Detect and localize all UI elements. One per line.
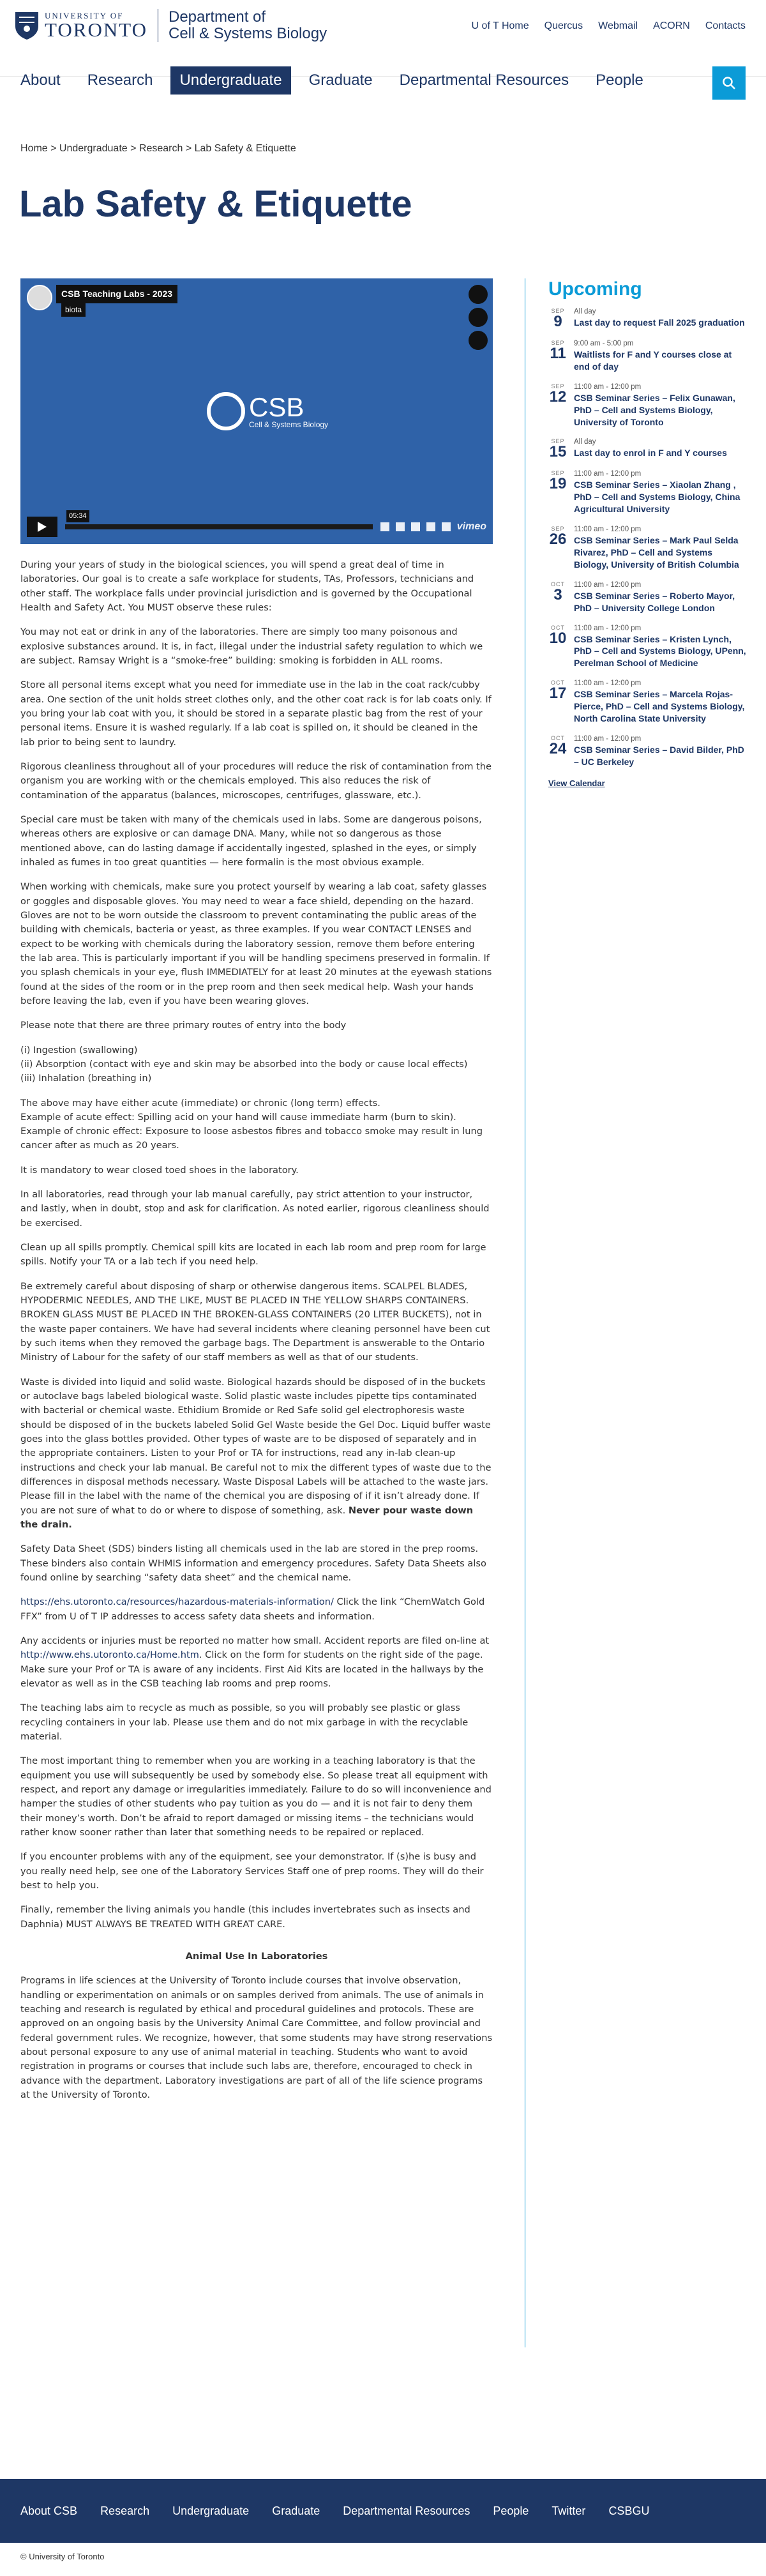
event-month: SEP bbox=[551, 340, 565, 346]
paragraph-ehs-link bbox=[20, 1595, 493, 1624]
event-day: 3 bbox=[553, 586, 562, 603]
video-author[interactable]: biota bbox=[61, 303, 86, 317]
nav-item-graduate[interactable]: Graduate bbox=[308, 72, 373, 89]
list-item: The above may have either acute (immediate) or chronic (long term) effects. bbox=[20, 1097, 380, 1109]
video-player[interactable] bbox=[20, 278, 493, 544]
list-item: (ii) Absorption (contact with eye and skin may be absorbed into the body or cause local effects) bbox=[20, 1058, 468, 1070]
waste-warning: Never pour waste down the drain bbox=[20, 1504, 474, 1531]
event-item[interactable] bbox=[548, 438, 748, 460]
department-name[interactable] bbox=[169, 9, 327, 43]
view-calendar-link[interactable]: View Calendar bbox=[548, 778, 605, 788]
accident-report-link[interactable]: http://www.ehs.utoronto.ca/Home.htm bbox=[20, 1649, 199, 1661]
breadcrumb[interactable]: Home > Undergraduate > Research > Lab Safety & Etiquette bbox=[20, 143, 296, 154]
main-content bbox=[20, 278, 493, 2112]
watch-later-icon[interactable] bbox=[469, 308, 488, 327]
event-item[interactable] bbox=[548, 625, 748, 670]
list-item: (iii) Inhalation (breathing in) bbox=[20, 1073, 152, 1084]
paragraph-intro: During your years of study in the biological sciences, you will spend a great deal of time in laboratories. Our goal is to create a safe workplace for students, TAs, Professors, technicians and other staff. The workplace falls under provincial jurisdiction and is governed by the Occupational Health and Safety Act. You MUST observe these rules: bbox=[20, 559, 474, 613]
vimeo-logo[interactable]: vimeo bbox=[456, 520, 486, 532]
footer-link-undergraduate[interactable]: Undergraduate bbox=[172, 2504, 250, 2517]
event-time: 11:00 am - 12:00 pm bbox=[574, 580, 642, 589]
university-name: TORONTO bbox=[45, 19, 147, 42]
routes-list bbox=[20, 1043, 493, 1086]
event-time: 11:00 am - 12:00 pm bbox=[574, 383, 642, 391]
site-header bbox=[0, 0, 766, 77]
paragraph-lab-manual: In all laboratories, read through your lab manual carefully, pay strict attention to your instructor, and lastly, when in doubt, stop and ask for clarification. As noted earlier, rigorous cleanliness should be exercised. bbox=[20, 1189, 490, 1229]
video-controls bbox=[20, 510, 493, 544]
upcoming-sidebar bbox=[525, 278, 748, 2347]
fullscreen-icon[interactable] bbox=[442, 522, 451, 531]
paragraph-recycling: The teaching labs aim to recycle as much as possible, so you will probably see plastic or glass recycling containers in your lab. Please use them and do not mix garbage in with the recyclable material. bbox=[20, 1702, 469, 1742]
event-item[interactable] bbox=[548, 308, 748, 330]
video-control-icons bbox=[380, 519, 486, 534]
event-title[interactable]: CSB Seminar Series – Kristen Lynch, PhD – Cell and Systems Biology, UPenn, Perelman School of Medicine bbox=[574, 633, 746, 669]
department-line-1: Department of bbox=[168, 8, 266, 26]
event-item[interactable] bbox=[548, 526, 748, 571]
nav-item-people[interactable]: People bbox=[596, 72, 643, 89]
site-footer bbox=[0, 2479, 766, 2543]
event-item[interactable] bbox=[548, 340, 748, 373]
util-link-quercus[interactable]: Quercus bbox=[544, 20, 583, 31]
event-time: 11:00 am - 12:00 pm bbox=[574, 624, 642, 632]
video-author-avatar[interactable] bbox=[27, 285, 52, 310]
play-button[interactable] bbox=[27, 517, 57, 537]
paragraph-animal-use: Programs in life sciences at the University of Toronto include courses that involve observation, handling or experimentation on animals or on samples derived from animals. The use of animals in teaching and research is regulated by ethical and procedural guidelines and protocols. These are approved on an ongoing basis by the University Animal Care Committee, and follow provincial and federal government rules. We recognize, however, that some students may have strong reservations about personal exposure to any use of animal material in teaching. Students who want to avoid registration in programs or courses that include such labs are, therefore, encouraged to check in advance with the department. Laboratory investigations are part of all of the life science programs at the University of Toronto. bbox=[20, 1975, 493, 2100]
captions-icon[interactable] bbox=[396, 522, 405, 531]
event-month: SEP bbox=[551, 383, 565, 390]
effects-list bbox=[20, 1096, 493, 1153]
utility-links bbox=[472, 20, 746, 32]
main-navigation bbox=[11, 66, 661, 95]
search-button[interactable] bbox=[712, 66, 746, 100]
footer-link-departmental-resources[interactable]: Departmental Resources bbox=[343, 2504, 470, 2517]
university-logo[interactable] bbox=[14, 9, 327, 43]
event-month: SEP bbox=[551, 308, 565, 314]
event-time: All day bbox=[574, 308, 596, 315]
event-title[interactable]: Last day to enrol in F and Y courses bbox=[574, 448, 727, 458]
footer-link-twitter[interactable]: Twitter bbox=[552, 2504, 586, 2517]
settings-icon[interactable] bbox=[411, 522, 420, 531]
animal-use-heading: Animal Use In Laboratories bbox=[185, 1950, 328, 1962]
event-day: 10 bbox=[549, 629, 567, 647]
play-icon bbox=[38, 522, 47, 532]
event-time: 9:00 am - 5:00 pm bbox=[574, 340, 634, 347]
csb-logo-circle-icon bbox=[207, 392, 245, 430]
copyright: © University of Toronto bbox=[20, 2552, 105, 2561]
paragraph-sds: Safety Data Sheet (SDS) binders listing all chemicals used in the lab are stored in the prep rooms. These binders also contain WHMIS information and emergency procedures. Safety Data Sheets also found online by searching “safety data sheet” and the chemical name. bbox=[20, 1543, 486, 1584]
nav-item-about[interactable]: About bbox=[20, 72, 61, 89]
crest-icon bbox=[14, 11, 40, 40]
event-month: SEP bbox=[551, 526, 565, 533]
department-line-2: Cell & Systems Biology bbox=[168, 25, 327, 43]
event-title[interactable]: CSB Seminar Series – Mark Paul Selda Rivarez, PhD – Cell and Systems Biology, University of British Columbia bbox=[574, 535, 739, 570]
paragraph-shoes: It is mandatory to wear closed toed shoes in the laboratory. bbox=[20, 1164, 299, 1176]
csb-logo-subtext: Cell & Systems Biology bbox=[249, 420, 329, 429]
event-item[interactable] bbox=[548, 383, 748, 428]
share-icon[interactable] bbox=[469, 331, 488, 350]
paragraph-demonstrator: If you encounter problems with any of the equipment, see your demonstrator. If (s)he is busy and you really need help, see one of the Laboratory Services Staff one of prep rooms. They will do their best to help you. bbox=[20, 1851, 484, 1891]
page-title: Lab Safety & Etiquette bbox=[19, 183, 412, 225]
footer-link-graduate[interactable]: Graduate bbox=[272, 2504, 320, 2517]
event-title[interactable]: CSB Seminar Series – Roberto Mayor, PhD – University College London bbox=[574, 590, 735, 613]
event-day: 9 bbox=[553, 313, 562, 330]
video-progress-bar[interactable] bbox=[65, 512, 373, 529]
event-day: 17 bbox=[549, 685, 567, 702]
event-title[interactable]: Last day to request Fall 2025 graduation bbox=[574, 317, 745, 328]
footer-link-research[interactable]: Research bbox=[100, 2504, 150, 2517]
csb-logo bbox=[207, 392, 328, 430]
paragraph-cleanliness: Rigorous cleanliness throughout all of your procedures will reduce the risk of contamination from the organism you are working with or the chemicals employed. This also reduces the risk of contamination of the apparatus (balances, microscopes, centrifuges, glassware, etc.). bbox=[20, 761, 492, 801]
event-title[interactable]: CSB Seminar Series – Xiaolan Zhang , PhD – Cell and Systems Biology, China Agricultural University bbox=[574, 480, 740, 515]
event-day: 19 bbox=[549, 475, 567, 493]
nav-item-research[interactable]: Research bbox=[87, 72, 153, 89]
event-month: SEP bbox=[551, 470, 565, 477]
event-month: OCT bbox=[551, 580, 565, 587]
search-icon bbox=[722, 76, 736, 90]
event-title[interactable]: CSB Seminar Series – David Bilder, PhD – UC Berkeley bbox=[574, 744, 744, 767]
event-month: OCT bbox=[551, 734, 565, 741]
util-link-uoft-home[interactable]: U of T Home bbox=[471, 20, 529, 31]
footer-link-people[interactable]: People bbox=[493, 2504, 529, 2517]
paragraph-protection: When working with chemicals, make sure you protect yourself by wearing a lab coat, safety glasses or goggles and disposable gloves. You may need to wear a face shield, depending on the hazard. Gloves are not to be worn outside the classroom to prevent contaminating the public areas of the building with chemicals, bacteria or yeast, as three examples. If you wear CONTACT LENSES and expect to be working with chemicals during the laboratory session, remove them before entering the lab area. This is particularly important if you will be handling specimens preserved in formalin. If you splash chemicals in your eye, flush IMMEDIATELY for at least 20 minutes at the eyewash stations found at the sides of the room or in the prep room and then seek medical help. Wash your hands before leaving the lab, even if you have been wearing gloves. bbox=[20, 881, 492, 1006]
event-item[interactable] bbox=[548, 581, 748, 614]
hazardous-materials-link[interactable]: https://ehs.utoronto.ca/resources/hazardous-materials-information/ bbox=[20, 1596, 334, 1608]
accidents-text-a: Any accidents or injuries must be reported no matter how small. Accident reports are filed on-line at bbox=[20, 1635, 490, 1646]
event-title[interactable]: CSB Seminar Series – Marcela Rojas-Pierce, PhD – Cell and Systems Biology, North Carolina State University bbox=[574, 689, 745, 724]
util-link-contacts[interactable]: Contacts bbox=[705, 20, 746, 31]
paragraph-animals-care: Finally, remember the living animals you handle (this includes invertebrates such as insects and Daphnia) MUST ALWAYS BE TREATED WITH GREAT CARE. bbox=[20, 1904, 470, 1930]
event-title[interactable]: Waitlists for F and Y courses close at end of day bbox=[574, 349, 732, 372]
paragraph-spills: Clean up all spills promptly. Chemical spill kits are located in each lab room and prep room for large spills. Notify your TA or a lab tech if you need help. bbox=[20, 1242, 486, 1268]
accidents-text-b: . Click on the form for students on the right side of the page. Make sure your Prof or TA is aware of any incidents. First Aid Kits are located in the hallways by the elevator as well as in the CSB teaching lab rooms and prep rooms. bbox=[20, 1649, 484, 1689]
paragraph-accidents bbox=[20, 1634, 493, 1691]
event-day: 15 bbox=[549, 443, 567, 461]
event-time: All day bbox=[574, 438, 596, 446]
volume-icon[interactable] bbox=[380, 522, 389, 531]
event-time: 11:00 am - 12:00 pm bbox=[574, 679, 642, 688]
event-item[interactable] bbox=[548, 679, 748, 725]
event-month: OCT bbox=[551, 624, 565, 631]
util-link-webmail[interactable]: Webmail bbox=[598, 20, 638, 31]
event-title[interactable]: CSB Seminar Series – Felix Gunawan, PhD – Cell and Systems Biology, University of Toronto bbox=[574, 392, 735, 427]
event-day: 26 bbox=[549, 531, 567, 549]
event-time: 11:00 am - 12:00 pm bbox=[574, 470, 642, 478]
csb-logo-text: CSB bbox=[249, 392, 304, 422]
pip-icon[interactable] bbox=[426, 522, 435, 531]
paragraph-chemicals: Special care must be taken with many of the chemicals used in labs. Some are dangerous poisons, whereas others are explosive or can damage DNA. Many, while not so dangerous as those mentioned above, can do lasting damage if accidentally ingested, splashed in the eyes, or simply inhaled as fumes in too great quantities — here formalin is the most obvious example. bbox=[20, 814, 482, 868]
paragraph-equipment: The most important thing to remember when you are working in a teaching laboratory is that the equipment you use will subsequently be used by somebody else. So please treat all equipment with respect, and report any damage or irregularities immediately. Failure to do so will inconvenience and hamper the studies of other students who pay tuition as you do — and it is not fair to deny them their money’s worth. Don’t be afraid to report damaged or missing items – the technicians would rather know sooner rather than later that something needs to be repaired or replaced. bbox=[20, 1755, 492, 1838]
paragraph-waste: Waste is divided into liquid and solid waste. Biological hazards should be disposed of in the buckets or autoclave bags labeled biological waste. Solid plastic waste includes pipette tips contaminated with bacterial or chemical waste. Ethidium Bromide or Red Safe solid gel electrophoresis waste should be disposed of in the buckets labeled Solid Gel Waste beside the Gel Doc. Liquid buffer waste goes into the glass bottles provided. Other types of waste are to be disposed of separately and in the appropriate containers. Listen to your Prof or TA for instructions, read any in-lab clean-up instructions and check your lab manual. Be careful not to mix the different types of waste due to the differences in disposal methods necessary. Waste Disposal Labels will be attached to the waste jars. Please fill in the label with the name of the chemical you are disposing of if it isn’t already done. If you are not sure of what to do or where to dispose of something, ask. Never pour waste down the drain. bbox=[20, 1376, 492, 1531]
util-link-acorn[interactable]: ACORN bbox=[653, 20, 690, 31]
ehs-link-text: Click the link “ChemWatch Gold FFX” from U of T IP addresses to access safety data sheets and information. bbox=[20, 1596, 485, 1622]
event-item[interactable] bbox=[548, 470, 748, 515]
paragraph-personal-items: Store all personal items except what you need for immediate use in the lab in the coat rack/cubby area. One section of the unit holds street clothes only, and the other coat rack is for lab coats only. If you bring your lab coat with you, it should be stored in a separate plastic bag from the rest of your personal items. Ensure it is washed regularly. If a lab coat is spilled on, it should be cleaned in the lab prior to being sent to laundry. bbox=[20, 679, 492, 748]
waste-text: Waste is divided into liquid and solid waste. Biological hazards should be disposed of in the buckets or autoclave bags labeled biological waste. Solid plastic waste includes pipette tips contaminated with bacterial or chemical waste. Ethidium Bromide or Red Safe solid gel electrophoresis waste should be disposed of in the buckets labeled Solid Gel Waste beside the Gel Doc. Liquid buffer waste goes into the glass bottles provided. Other types of waste are to be disposed of separately and in the appropriate containers. Listen to your Prof or TA for instructions, read any in-lab clean-up instructions and check your lab manual. Be careful not to mix the different types of waste due to the differences in disposal methods necessary. Waste Disposal Labels will be attached to the waste jars. Please fill in the label with the name of the chemical you are disposing of if it isn’t already done. If you are not sure of what to do or where to dispose of something, ask. bbox=[20, 1376, 492, 1516]
event-time: 11:00 am - 12:00 pm bbox=[574, 526, 642, 534]
nav-item-undergraduate[interactable]: Undergraduate bbox=[170, 66, 290, 95]
event-day: 24 bbox=[549, 739, 567, 757]
footer-link-csbgu[interactable]: CSBGU bbox=[608, 2504, 650, 2517]
nav-item-departmental-resources[interactable]: Departmental Resources bbox=[399, 72, 569, 89]
university-wordmark bbox=[45, 11, 147, 40]
list-item: Example of acute effect: Spilling acid on your hand will cause immediate harm (burn to skin). bbox=[20, 1111, 456, 1123]
event-month: SEP bbox=[551, 438, 565, 445]
list-item: Example of chronic effect: Exposure to loose asbestos fibres and tobacco smoke may result in lung cancer after as much as 20 years. bbox=[20, 1126, 483, 1151]
paragraph-no-eating: You may not eat or drink in any of the laboratories. There are simply too many poisonous and explosive substances around. It is, in fact, illegal under the industrial safety regulation to which we are subject. Ramsay Wright is a “smoke-free” building: smoking is forbidden in ALL rooms. bbox=[20, 626, 483, 666]
university-top-text: UNIVERSITY OF bbox=[45, 11, 124, 21]
list-item: (i) Ingestion (swallowing) bbox=[20, 1044, 138, 1056]
like-icon[interactable] bbox=[469, 285, 488, 304]
event-day: 12 bbox=[549, 388, 567, 405]
event-month: OCT bbox=[551, 679, 565, 686]
event-time: 11:00 am - 12:00 pm bbox=[574, 734, 642, 743]
footer-link-about-csb[interactable]: About CSB bbox=[20, 2504, 78, 2517]
event-item[interactable] bbox=[548, 735, 748, 768]
upcoming-heading: Upcoming bbox=[548, 278, 642, 299]
video-time: 05:34 bbox=[66, 510, 89, 522]
paragraph-routes-intro: Please note that there are three primary routes of entry into the body bbox=[20, 1020, 347, 1031]
event-day: 11 bbox=[550, 345, 566, 362]
video-title[interactable]: CSB Teaching Labs - 2023 bbox=[56, 285, 177, 303]
paragraph-sharps: Be extremely careful about disposing of sharp or otherwise dangerous items. SCALPEL BLADES, HYPODERMIC NEEDLES, AND THE LIKE, MUST BE PLACED IN THE YELLOW SHARPS CONTAINERS. BROKEN GLASS MUST BE PLACED IN THE BROKEN-GLASS CONTAINERS (20 LITER BUCKETS), not in the waste paper containers. We have had several incidents where cleaning personnel have been cut by such items when they removed the garbage bags. The Department is answerable to the Ontario Ministry of Labour for the safety of our staff members as well as that of our students. bbox=[20, 1280, 490, 1363]
